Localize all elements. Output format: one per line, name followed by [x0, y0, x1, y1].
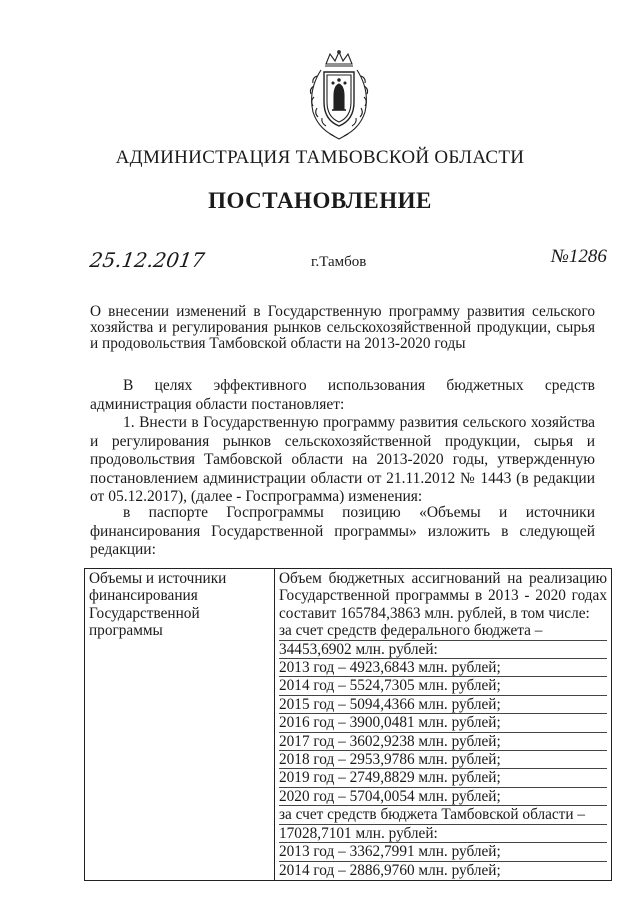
document-city: г.Тамбов [311, 254, 367, 270]
paragraph-item-1: 1. Внести в Государственную программу развития сельского хозяйства и регулирования рынков сельскохозяйственной продукции, сырья и продовольствия Тамбовской области на 2013-2020 годы, утвержденную постановлением администрации области от 21.11.2012 № 1443 (в редакции от 05.12.2017), (далее - Госпрограмма) изменения: [90, 414, 595, 505]
list-item: 2017 год – 3602,9238 млн. рублей; [279, 733, 607, 751]
document-type: ПОСТАНОВЛЕНИЕ [208, 188, 432, 213]
regional-total: 17028,7101 млн. рублей: [279, 825, 607, 843]
list-item: 2020 год – 5704,0054 млн. рублей; [279, 788, 607, 806]
list-item: 2014 год – 2886,9760 млн. рублей; [279, 861, 501, 879]
table-cell-content [275, 569, 612, 881]
organization-title: АДМИНИСТРАЦИЯ ТАМБОВСКОЙ ОБЛАСТИ [115, 147, 525, 168]
tambov-coat-of-arms-icon [304, 50, 374, 142]
document-number: №1286 [551, 246, 607, 267]
list-item: 2019 год – 2749,8829 млн. рублей; [279, 769, 607, 787]
list-item: 2016 год – 3900,0481 млн. рублей; [279, 714, 607, 732]
list-item: 2015 год – 5094,4366 млн. рублей; [279, 696, 607, 714]
paragraph-preamble: В целях эффективного использования бюджетных средств администрация области постановляет: [90, 377, 595, 413]
document-date: 25.12.2017 [88, 248, 207, 272]
regional-heading: за счет средств бюджета Тамбовской области – [279, 806, 607, 824]
financing-label: Объемы и источники финансирования Государственной программы [89, 570, 227, 640]
federal-heading: за счет средств федерального бюджета – [279, 622, 607, 640]
table-row [85, 569, 612, 881]
table-cell-label [85, 569, 275, 881]
financing-intro: Объем бюджетных ассигнований на реализацию Государственной программы в 2013 - 2020 годах составит 165784,3863 млн. рублей, в том числе: [279, 570, 607, 622]
list-item: 2013 год – 4923,6843 млн. рублей; [279, 659, 607, 677]
list-item: 2014 год – 5524,7305 млн. рублей; [279, 677, 607, 695]
federal-total: 34453,6902 млн. рублей: [279, 641, 607, 659]
financing-table [84, 568, 612, 881]
document-subject: О внесении изменений в Государственную программу развития сельского хозяйства и регулирования рынков сельскохозяйственной продукции, сырья и продовольствия Тамбовской области на 2013-2020 годы [90, 303, 595, 352]
list-item: 2013 год – 3362,7991 млн. рублей; [279, 843, 607, 861]
paragraph-passport: в паспорте Госпрограммы позицию «Объемы и источники финансирования Государственной программы» изложить в следующей редакции: [90, 504, 595, 558]
list-item: 2018 год – 2953,9786 млн. рублей; [279, 751, 607, 769]
